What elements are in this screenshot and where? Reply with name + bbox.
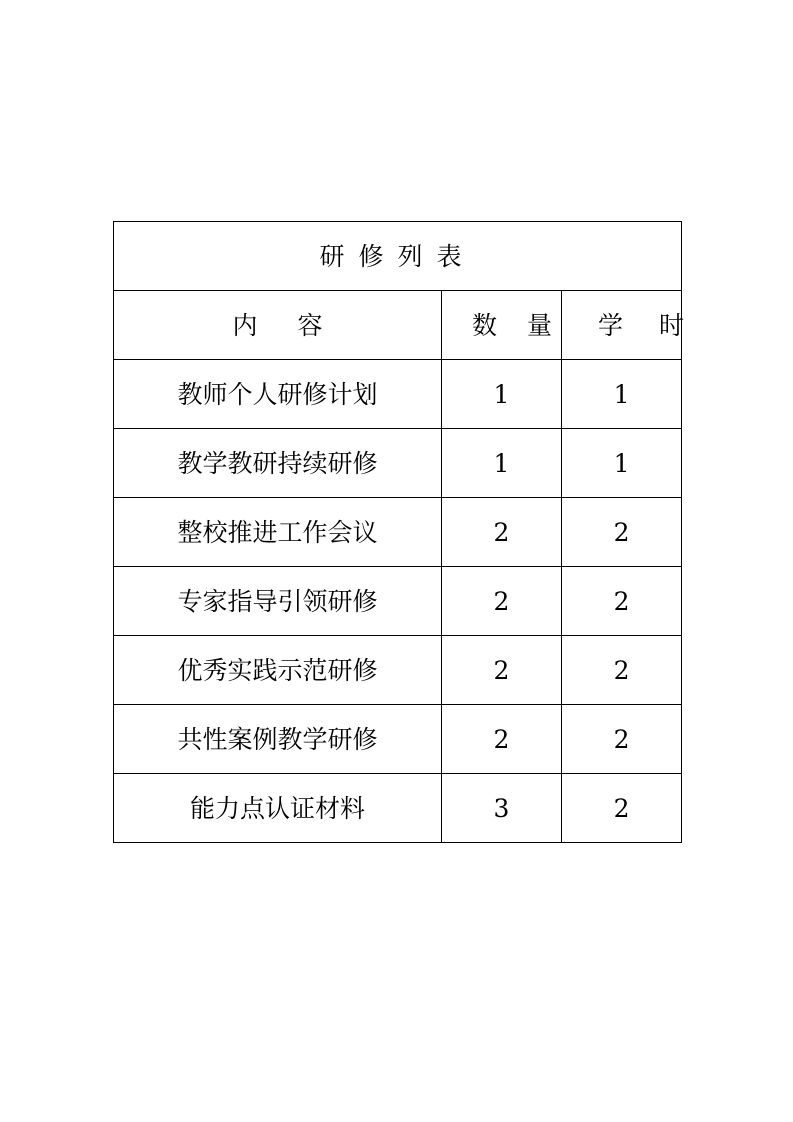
row-quantity: 2 [442, 705, 562, 774]
row-hours: 2 [562, 636, 682, 705]
header-content: 内容 [114, 291, 442, 360]
row-hours: 1 [562, 360, 682, 429]
row-content: 教学教研持续研修 [114, 429, 442, 498]
row-content: 能力点认证材料 [114, 774, 442, 843]
row-quantity: 2 [442, 636, 562, 705]
table-header-row [114, 291, 682, 360]
row-quantity: 1 [442, 360, 562, 429]
row-quantity: 2 [442, 567, 562, 636]
table-row [114, 360, 682, 429]
row-content: 共性案例教学研修 [114, 705, 442, 774]
row-hours: 2 [562, 705, 682, 774]
row-hours: 2 [562, 774, 682, 843]
table-title-row [114, 222, 682, 291]
table-title: 研修列表 [114, 222, 682, 291]
table-row [114, 567, 682, 636]
row-hours: 2 [562, 567, 682, 636]
row-content: 优秀实践示范研修 [114, 636, 442, 705]
table-row [114, 705, 682, 774]
row-quantity: 2 [442, 498, 562, 567]
row-quantity: 3 [442, 774, 562, 843]
header-hours: 学时 [562, 291, 682, 360]
row-content: 专家指导引领研修 [114, 567, 442, 636]
row-hours: 2 [562, 498, 682, 567]
table-row [114, 636, 682, 705]
table-row [114, 774, 682, 843]
header-quantity: 数量 [442, 291, 562, 360]
row-content: 整校推进工作会议 [114, 498, 442, 567]
table-row [114, 498, 682, 567]
table-row [114, 429, 682, 498]
row-hours: 1 [562, 429, 682, 498]
study-list-table [113, 221, 721, 843]
row-quantity: 1 [442, 429, 562, 498]
row-content: 教师个人研修计划 [114, 360, 442, 429]
document-page [113, 221, 721, 843]
